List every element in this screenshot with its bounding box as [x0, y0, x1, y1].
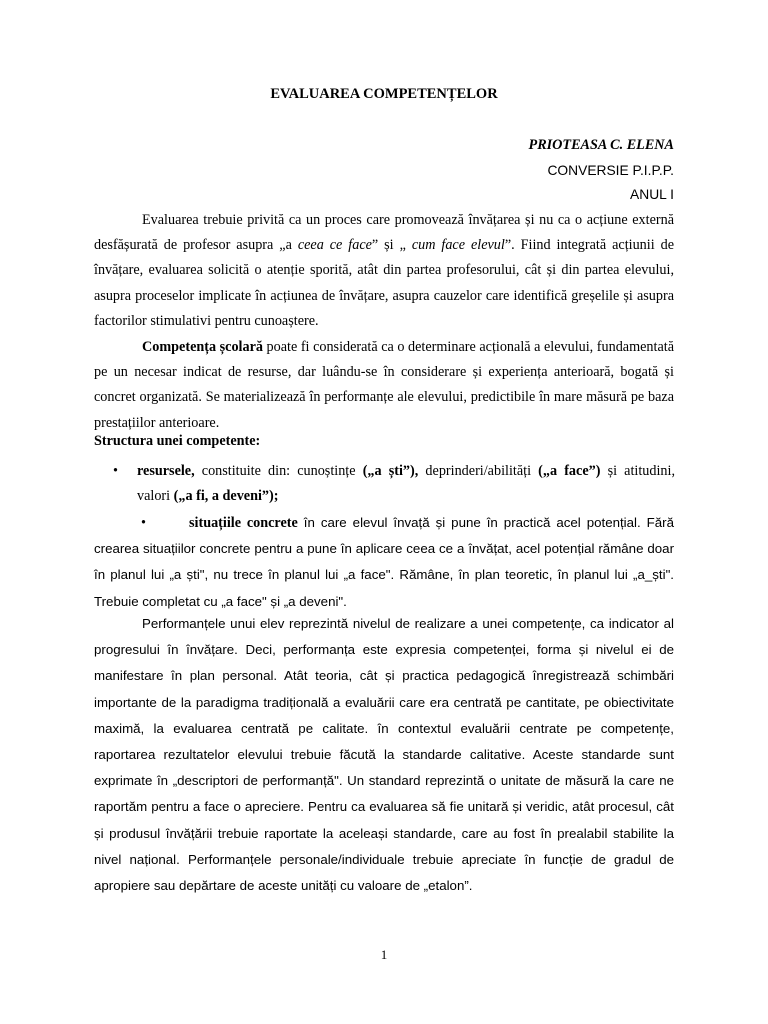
bullet-icon: • [113, 463, 118, 479]
list-item-situations [94, 510, 674, 615]
paragraph-intro [94, 208, 674, 334]
list-text: în care elevul învață și pune în practică acel potențial. Fără crearea situațiilor concrete pentru a pune în aplicare ceea ce a învățat, acel potențial rămâne doar în planul lui „a ști", nu trece în planul lui „a face". Rămâne, în plan teoretic, în planul lui „a_ști". Trebuie completat cu „a face" și „a deveni". [94, 515, 674, 609]
page-number: 1 [380, 947, 388, 962]
bold-term: („a ști”), [362, 463, 419, 479]
paragraph-performance [94, 611, 674, 899]
paragraph-text: Performanțele unui elev reprezintă nivelul de realizare a unei competențe, ca indicator al progresului în învățare. Deci, performanța este expresia competenței, forma și nivelul ei de manifestare în plan personal. Atât teoria, cât și practica pedagogică înregistrează schimbări importante de la paradigma tradițională a evaluării care era centrată pe cantitate, pe obiectivitate maximă, la evaluarea centrată pe calitate. în contextul evaluării centrate pe competențe, raportarea rezultatelor elevului trebuie făcută la standarde calitative. Aceste standarde sunt exprimate în „descriptori de performanță". Un standard reprezintă o unitate de măsură la care ne raportăm pentru a face o apreciere. Pentru ca evaluarea să fie unitară și veridic, atât procesul, cât și produsul învățării trebuie raportate la aceleași standarde, care au fost în prealabil stabilite la nivel național. Performanțele personale/individuale trebuie apreciate în funcție de gradul de apropiere sau depărtare de aceste unități cu valoare de „etalon”. [94, 616, 674, 894]
study-year: ANUL I [630, 187, 674, 202]
italic-phrase: cum face elevul [405, 237, 505, 254]
list-text: constituite din: cunoștințe [194, 463, 363, 479]
list-item-resources [113, 459, 675, 509]
document-title: EVALUAREA COMPETENȚELOR [270, 86, 498, 102]
bold-term: Competența școlară [142, 339, 263, 355]
paragraph-text: ”. Fiind integrată acțiunii de învățare, evaluarea solicită o atenție sporită, atât din partea profesorului, cât și din partea elevului, asupra proceselor implicate în acțiunea de învățare, asupra cauzelor care identifică greșelile și asupra factorilor stimulativi pentru cunoaștere. [94, 237, 674, 329]
paragraph-competence [94, 335, 674, 436]
bold-term: resursele, [137, 463, 195, 479]
italic-phrase: ceea ce face [297, 237, 372, 254]
bold-term: situațiile concrete [189, 515, 298, 531]
bullet-icon: • [141, 515, 146, 531]
author-name: PRIOTEASA C. ELENA [528, 137, 674, 153]
paragraph-text: poate fi considerată ca o determinare acțională a elevului, fundamentată pe un necesar indicat de resurse, dar luându-se în considerare și experiența anterioară, bogată și concret organizată. Se materializează în performanțe ale elevului, predictibile în mare măsură pe baza prestațiilor anterioare. [94, 339, 674, 431]
bold-term: („a face”) [538, 463, 601, 479]
paragraph-text: Evaluarea trebuie privită ca un proces care promovează învățarea și nu ca o acțiune externă desfășurată de profesor asupra „a [94, 212, 674, 254]
list-text: deprinderi/abilități [418, 463, 539, 479]
paragraph-text: ” și „ [371, 237, 406, 254]
bold-term: („a fi, a deveni”); [173, 488, 279, 505]
program-name: CONVERSIE P.I.P.P. [547, 163, 674, 178]
section-heading: Structura unei competente: [94, 433, 261, 449]
list-text: și atitudini, valori [137, 463, 675, 505]
